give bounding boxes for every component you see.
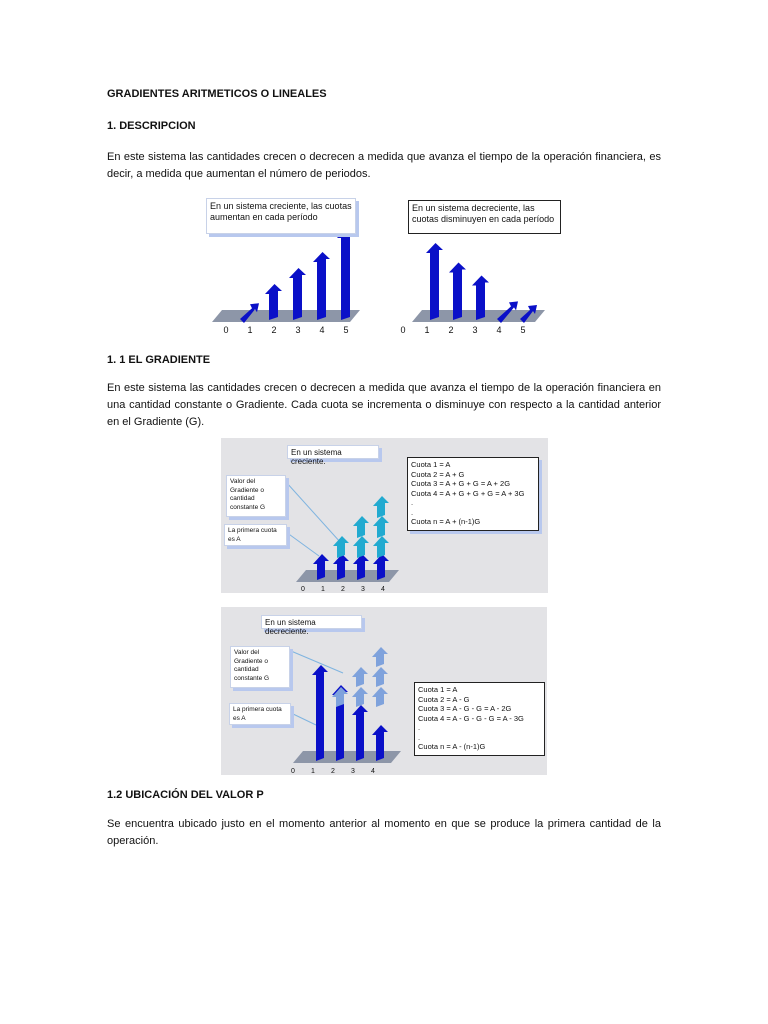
gradient-bar (352, 667, 368, 687)
gradient-bar (353, 516, 369, 538)
bar-mark (313, 252, 330, 320)
formula-box-decreciente (414, 682, 545, 756)
axis-tick-label: 3 (472, 325, 478, 335)
axis-tick-label: 3 (351, 768, 355, 775)
axis-tick-label: 1 (247, 325, 253, 335)
bar-stacks (291, 647, 401, 775)
formula-line: Cuota 3 = A + G + G = A + 2G (411, 479, 511, 488)
section-paragraph-gradiente: En este sistema las cantidades crecen o decrecen a medida que avanza el tiempo de la operación financiera en una cantidad constante o Gradiente. Cada cuota se incrementa o disminuye con respecto a la cantidad anterior en el Gradiente (G). (107, 382, 661, 428)
axis-tick-label: 2 (448, 325, 454, 335)
formula-line: Cuota n = A + (n-1)G (411, 517, 481, 526)
gradient-bar (353, 536, 369, 558)
figure-sistema-decreciente (221, 607, 547, 775)
axis-tick-label: 4 (319, 325, 325, 335)
bar-mark (337, 228, 354, 320)
formula-box-creciente (407, 457, 539, 531)
axis-tick-label: 4 (371, 768, 375, 775)
axis-tick-label: 4 (496, 325, 502, 335)
leader-line (286, 482, 341, 543)
bar-stacks (286, 482, 399, 593)
axis-tick-label: 4 (381, 586, 385, 593)
first-payment-label: La primera cuota es A (229, 703, 291, 725)
formula-line: Cuota 2 = A + G (411, 469, 465, 479)
figure-crecimiento-decrecimiento (200, 192, 560, 342)
callout-decreciente: En un sistema decreciente, las cuotas disminuyen en cada período (408, 200, 561, 234)
section-paragraph-ubicacion: Se encuentra ubicado justo en el momento anterior al momento en que se produce la primera cantidad de la operación. (107, 818, 661, 847)
formula-line: Cuota 1 = A (411, 460, 451, 469)
gradient-bar (372, 687, 388, 707)
gradient-value-label: Valor del Gradiente o cantidad constante G (226, 475, 286, 517)
axis-tick-label: 1 (321, 586, 325, 593)
gradient-bar (373, 516, 389, 538)
section-paragraph-descripcion: En este sistema las cantidades crecen o decrecen a medida que avanza el tiempo de la operación financiera, es decir, a medida que aumentan el número de periodos. (107, 151, 661, 180)
axis-tick-label: 2 (341, 586, 345, 593)
formula-line: Cuota n = A - (n-1)G (418, 742, 486, 751)
formula-line: Cuota 2 = A - G (418, 694, 470, 704)
chart-floor (293, 751, 401, 763)
axis-tick-label: 0 (301, 586, 305, 593)
section-heading-ubicacion: 1.2 UBICACIÓN DEL VALOR P (107, 789, 264, 801)
first-payment-label: La primera cuota es A (224, 524, 287, 546)
gradient-value-label: Valor del Gradiente o cantidad constante G (230, 646, 290, 688)
formula-line: Cuota 1 = A (418, 685, 458, 694)
axis-tick-label: 0 (223, 325, 229, 335)
axis-tick-label: 1 (424, 325, 430, 335)
axis-tick-label: 2 (271, 325, 277, 335)
gradient-bar (373, 536, 389, 558)
increasing-bars-chart (212, 228, 360, 335)
axis-tick-label: 1 (311, 768, 315, 775)
document-title: GRADIENTES ARITMETICOS O LINEALES (107, 88, 327, 100)
axis-tick-label: 5 (520, 325, 526, 335)
gradient-bar (372, 667, 388, 687)
decreasing-bars-chart (400, 243, 545, 335)
formula-line: Cuota 4 = A + G + G + G = A + 3G (411, 488, 525, 498)
axis-tick-label: 3 (295, 325, 301, 335)
section-heading-descripcion: 1. DESCRIPCION (107, 120, 196, 132)
gradient-bar (372, 647, 388, 667)
formula-line: . (411, 507, 414, 517)
leader-line (286, 532, 319, 556)
base-bar (312, 665, 328, 761)
formula-line: Cuota 3 = A - G - G = A - 2G (418, 704, 512, 713)
figure-title-creciente: En un sistema creciente. (287, 445, 379, 459)
gradient-bar (373, 496, 389, 518)
axis-tick-label: 2 (331, 768, 335, 775)
leader-line (291, 713, 316, 725)
figure-sistema-creciente (221, 438, 548, 593)
bar-mark (426, 243, 443, 320)
chart-floor (212, 310, 360, 322)
axis-tick-label: 0 (400, 325, 406, 335)
gradient-bar (352, 687, 368, 707)
formula-line: . (411, 498, 414, 507)
callout-creciente: En un sistema creciente, las cuotas aumentan en cada período (206, 198, 356, 234)
gradient-bar (333, 536, 349, 558)
axis-tick-label: 0 (291, 768, 295, 775)
axis-tick-label: 3 (361, 586, 365, 593)
figure-title-decreciente: En un sistema decreciente. (261, 615, 362, 629)
formula-line: Cuota 4 = A - G - G - G = A - 3G (418, 713, 524, 723)
formula-line: . (418, 723, 421, 732)
formula-line: . (418, 732, 421, 742)
axis-tick-label: 5 (343, 325, 349, 335)
section-heading-gradiente: 1. 1 EL GRADIENTE (107, 354, 211, 366)
